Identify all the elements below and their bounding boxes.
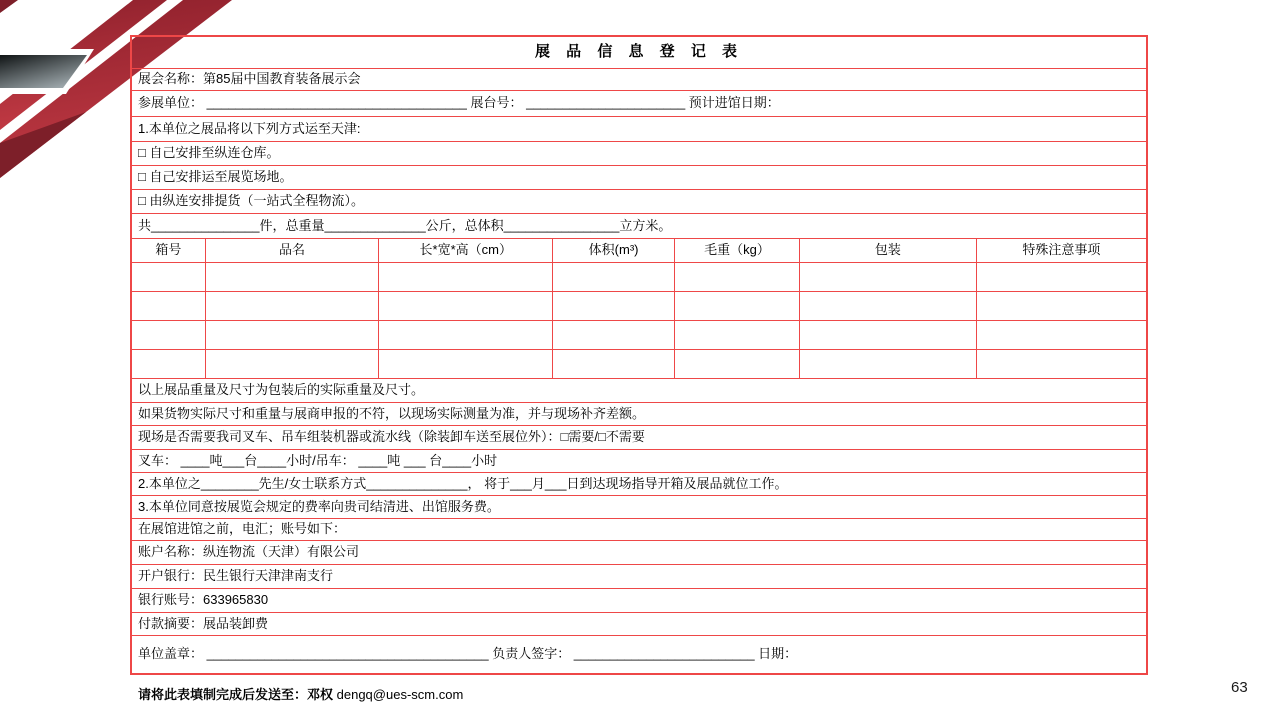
items-empty-row (131, 262, 1147, 291)
empty-cell (976, 291, 1147, 320)
totals-blank-row: 共_______________件，总重量______________公斤，总体积________________立方米。 (131, 213, 1147, 238)
send-to-email: dengq@ues-scm.com (336, 687, 464, 702)
empty-cell (205, 291, 379, 320)
actual-weight-note-row: 以上展品重量及尺寸为包装后的实际重量及尺寸。 (131, 378, 1147, 402)
empty-cell (205, 320, 379, 349)
signature-row: 单位盖章： _______________________________________ 负责人签字： _________________________ 日期： (131, 635, 1147, 674)
checkbox-own-to-warehouse-row: □ 自己安排至纵连仓库。 (131, 141, 1147, 165)
empty-cell (379, 349, 553, 378)
checkbox-own-to-venue-row: □ 自己安排运至展览场地。 (131, 165, 1147, 189)
items-empty-row (131, 320, 1147, 349)
payment-summary-row: 付款摘要：展品装卸费 (131, 612, 1147, 635)
equipment-needed-row: 现场是否需要我司叉车、吊车组装机器或流水线（除装卸车送至展位外）：□需要/□不需要 (131, 425, 1147, 449)
empty-cell (553, 291, 675, 320)
forklift-crane-row: 叉车： ____吨___台____小时/吊车： ____吨 ___ 台____小时 (131, 449, 1147, 472)
items-table-header-row (131, 238, 1147, 262)
empty-cell (675, 262, 800, 291)
empty-cell (553, 320, 675, 349)
empty-cell (976, 262, 1147, 291)
empty-cell (799, 320, 976, 349)
wire-transfer-row: 在展馆进馆之前，电汇；账号如下： (131, 518, 1147, 540)
bank-name-row: 开户银行：民生银行天津津南支行 (131, 564, 1147, 588)
empty-cell (205, 262, 379, 291)
checkbox-zonglian-pickup-row: □ 由纵连安排提货（一站式全程物流）。 (131, 189, 1147, 213)
gray-band (0, 55, 87, 88)
transport-method-heading-row: 1.本单位之展品将以下列方式运至天津: (131, 116, 1147, 141)
empty-cell (379, 262, 553, 291)
empty-cell (379, 291, 553, 320)
empty-cell (976, 349, 1147, 378)
col-header-dimensions: 长*宽*高（cm） (379, 238, 553, 262)
empty-cell (131, 291, 205, 320)
fee-agreement-row: 3.本单位同意按展览会规定的费率向贵司结清进、出馆服务费。 (131, 495, 1147, 518)
contact-person-row: 2.本单位之________先生/女士联系方式______________， 将于___月___日到达现场指导开箱及展品就位工作。 (131, 472, 1147, 495)
exhibitor-booth-date-row: 参展单位： ____________________________________ 展台号： ______________________ 预计进馆日期： (131, 90, 1147, 116)
empty-cell (799, 291, 976, 320)
form-title: 展 品 信 息 登 记 表 (131, 36, 1147, 68)
empty-cell (799, 349, 976, 378)
empty-cell (675, 291, 800, 320)
empty-cell (675, 349, 800, 378)
send-to-instruction: 请将此表填制完成后发送至：邓权 (138, 687, 334, 702)
empty-cell (675, 320, 800, 349)
items-empty-row (131, 291, 1147, 320)
empty-cell (379, 320, 553, 349)
col-header-packing: 包装 (799, 238, 976, 262)
empty-cell (553, 349, 675, 378)
empty-cell (976, 320, 1147, 349)
empty-cell (553, 262, 675, 291)
exhibition-name-row: 展会名称：第85届中国教育装备展示会 (131, 68, 1147, 90)
maroon-corner-triangle (0, 0, 18, 13)
empty-cell (131, 349, 205, 378)
send-to-note (138, 684, 463, 703)
page-number: 63 (1231, 679, 1248, 696)
empty-cell (131, 262, 205, 291)
empty-cell (799, 262, 976, 291)
bank-account-row: 银行账号：633965830 (131, 588, 1147, 612)
exhibit-form (130, 35, 1148, 675)
col-header-special-notes: 特殊注意事项 (976, 238, 1147, 262)
col-header-volume: 体积(m³) (553, 238, 675, 262)
col-header-item-name: 品名 (205, 238, 379, 262)
col-header-box-no: 箱号 (131, 238, 205, 262)
empty-cell (205, 349, 379, 378)
discrepancy-note-row: 如果货物实际尺寸和重量与展商申报的不符，以现场实际测量为准，并与现场补齐差额。 (131, 402, 1147, 425)
account-name-row: 账户名称：纵连物流（天津）有限公司 (131, 540, 1147, 564)
items-empty-row (131, 349, 1147, 378)
empty-cell (131, 320, 205, 349)
col-header-gross-weight: 毛重（kg） (675, 238, 800, 262)
